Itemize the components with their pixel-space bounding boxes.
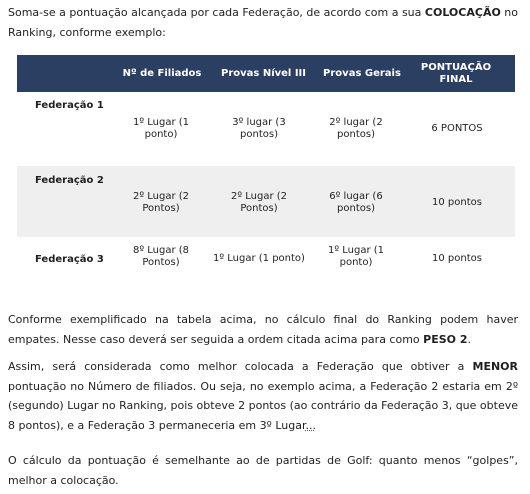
cell-nivel3: 3º lugar (3 pontos) — [232, 117, 286, 140]
intro-paragraph — [8, 3, 518, 42]
cell-nivel3: 1º Lugar (1 ponto) — [213, 253, 305, 264]
header-final: PONTUAÇÃO FINAL — [420, 61, 492, 85]
table-row — [17, 92, 515, 166]
paragraph-golf — [8, 451, 518, 490]
cell-filiados: 2º Lugar (2 Pontos) — [132, 191, 189, 214]
cell-final: 10 pontos — [432, 253, 482, 264]
para3-text: Assim, será considerada como melhor colocada a Federação que obtiver a — [8, 360, 473, 373]
cell-final: 6 PONTOS — [431, 123, 483, 134]
para4-text: O cálculo da pontuação é semelhante ao de partidas de Golf: quanto menos “golpes”, melhor a colocação. — [8, 454, 518, 487]
para2-bold: PESO 2 — [423, 332, 468, 346]
cell-gerais: 1º Lugar (1 ponto) — [327, 245, 384, 268]
para2-text-end: . — [467, 332, 471, 346]
paragraph-explanation — [8, 357, 518, 435]
federation-name: Federação 1 — [35, 100, 104, 111]
para3-text-mid: pontuação no Número de filiados. Ou seja, no exemplo acima, a Federação 2 estaria em 2º (segundo) Lugar no Ranking, pois obteve 2 pontos (ao contrário da Federação 3, que obteve 8 pontos), e a Federação 3 permaneceria em 3º Lugar — [8, 379, 518, 432]
para3-text-end: ... — [305, 418, 316, 432]
header-filiados: Nº de Filiados — [122, 67, 202, 79]
para3-bold: MENOR — [472, 360, 518, 373]
cell-gerais: 6º lugar (6 pontos) — [329, 191, 383, 214]
paragraph-tiebreak — [8, 310, 518, 349]
federation-name: Federação 2 — [35, 175, 104, 186]
para2-text: Conforme exemplificado na tabela acima, no cálculo final do Ranking podem haver empates. Nesse caso deverá ser seguida a ordem citada acima para como — [8, 313, 518, 346]
cell-gerais: 2º lugar (2 pontos) — [329, 117, 383, 140]
table-row — [17, 237, 515, 284]
table-row — [17, 166, 515, 237]
header-gerais: Provas Gerais — [323, 67, 401, 79]
cell-nivel3: 2º Lugar (2 Pontos) — [230, 191, 287, 214]
intro-text-end: no Ranking, conforme exemplo: — [8, 6, 519, 39]
cell-filiados: 1º Lugar (1 ponto) — [132, 117, 189, 140]
intro-text: Soma-se a pontuação alcançada por cada Federação, de acordo com a sua — [8, 6, 425, 19]
header-nivel3: Provas Nível III — [221, 67, 306, 79]
cell-filiados: 8º Lugar (8 Pontos) — [132, 245, 189, 268]
intro-bold: COLOCAÇÃO — [424, 6, 501, 19]
table-header — [17, 55, 515, 92]
federation-name: Federação 3 — [35, 254, 104, 265]
cell-final: 10 pontos — [432, 197, 482, 208]
ranking-table — [17, 55, 515, 284]
